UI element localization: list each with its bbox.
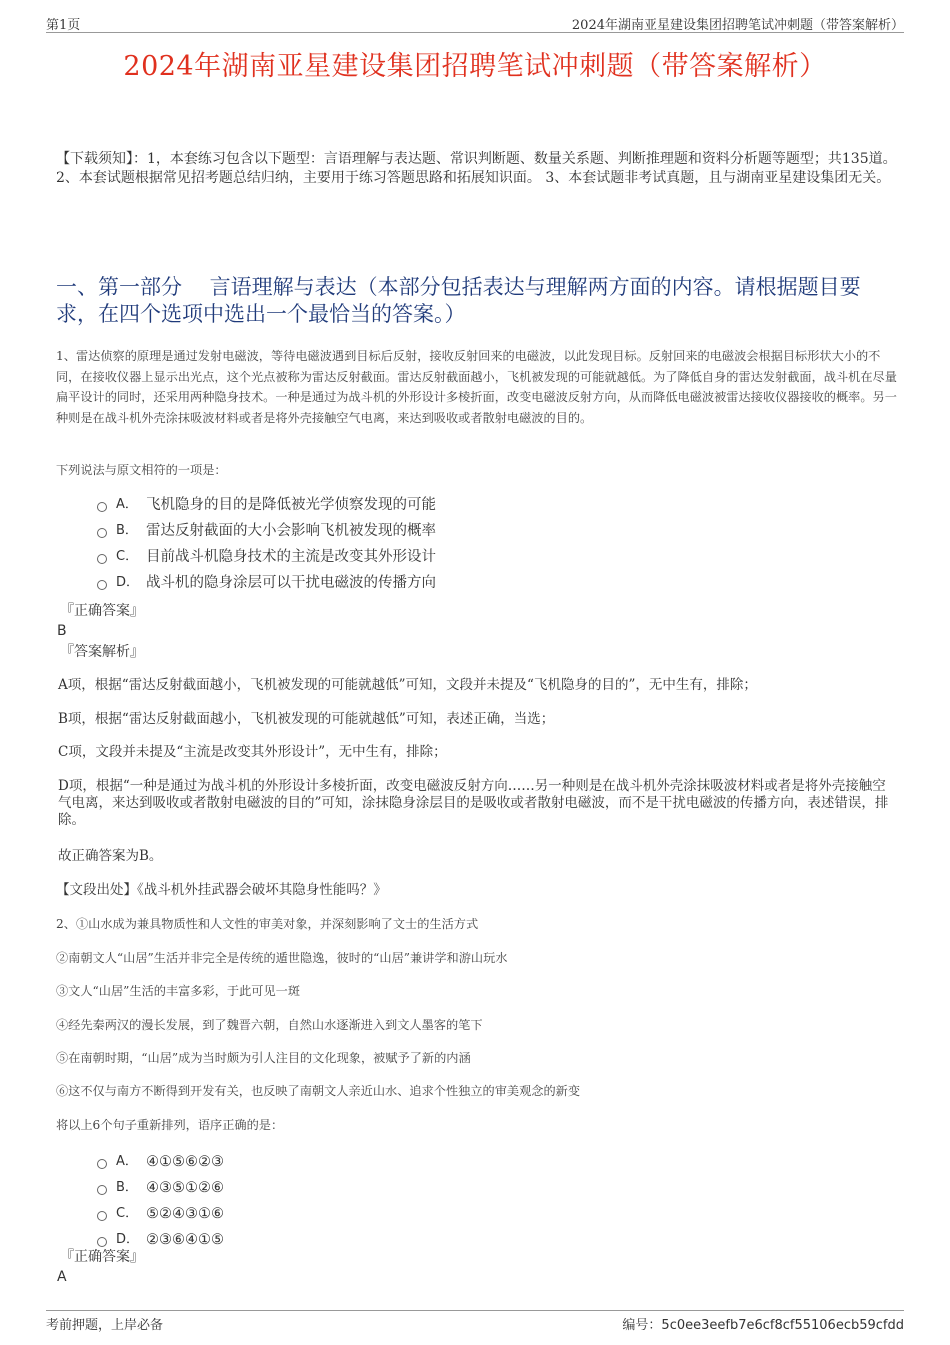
- q1-source: 【文段出处】《战斗机外挂武器会破坏其隐身性能吗？》: [56, 882, 387, 898]
- q1-options: [97, 492, 436, 596]
- radio-icon[interactable]: [97, 554, 107, 564]
- q2-sentence-5: ⑤在南朝时期，“山居”成为当时颇为引人注目的文化现象，被赋予了新的内涵: [56, 1051, 471, 1065]
- q1-analysis-a: A项，根据“雷达反射截面越小，飞机被发现的可能就越低”可知，文段并未提及“飞机隐身的目的”，无中生有，排除；: [58, 677, 757, 693]
- q1-stem: 下列说法与原文相符的一项是：: [56, 463, 227, 477]
- q2-sentence-2: ②南朝文人“山居”生活并非完全是传统的遁世隐逸，彼时的“山居”兼讲学和游山玩水: [56, 951, 508, 965]
- radio-icon[interactable]: [97, 1185, 107, 1195]
- q1-option-a[interactable]: A． 飞机隐身的目的是降低被光学侦察发现的可能: [97, 492, 436, 518]
- q1-option-d[interactable]: D． 战斗机的隐身涂层可以干扰电磁波的传播方向: [97, 570, 436, 596]
- page-title: 2024年湖南亚星建设集团招聘笔试冲刺题（带答案解析）: [123, 51, 827, 82]
- q1-option-b[interactable]: B． 雷达反射截面的大小会影响飞机被发现的概率: [97, 518, 436, 544]
- q1-analysis-d: D项，根据“一种是通过为战斗机的外形设计多棱折面，改变电磁波反射方向……另一种则是在战斗机外壳涂抹吸波材料或者是将外壳接触空气电离，来达到吸收或者散射电磁波的目的”可知，涂抹隐身涂层目的是吸收或者散射电磁波，而不是干扰电磁波的传播方向，表述错误，排除。: [58, 778, 889, 828]
- footer-code: [622, 1314, 904, 1333]
- radio-icon[interactable]: [97, 1159, 107, 1169]
- q2-sentence-3: ③文人“山居”生活的丰富多彩，于此可见一斑: [56, 984, 301, 998]
- q1-answer-label: 『正确答案』: [60, 603, 144, 619]
- download-notice: 【下载须知】：1，本套练习包含以下题型：言语理解与表达题、常识判断题、数量关系题、判断推理题和资料分析题等题型；共135道。 2、本套试题根据常见招考题总结归纳，主要用于练习答题思路和拓展知识面。 3、本套试题非考试真题，且与湖南亚星建设集团无关。: [56, 151, 897, 186]
- q1-analysis-c: C项，文段并未提及“主流是改变其外形设计”，无中生有，排除；: [58, 744, 447, 760]
- q1-analysis-b: B项，根据“雷达反射截面越小，飞机被发现的可能就越低”可知，表述正确，当选；: [58, 711, 555, 727]
- q1-answer: B: [57, 623, 67, 639]
- q2-option-c[interactable]: C． ⑤②④③①⑥: [97, 1201, 224, 1227]
- radio-icon[interactable]: [97, 502, 107, 512]
- radio-icon[interactable]: [97, 1211, 107, 1221]
- q2-stem: 将以上6个句子重新排列，语序正确的是：: [56, 1118, 284, 1132]
- q1-conclusion: 故正确答案为B。: [58, 848, 163, 864]
- q2-sentence-1: 2、①山水成为兼具物质性和人文性的审美对象，并深刻影响了文士的生活方式: [56, 917, 479, 931]
- q2-sentence-4: ④经先秦两汉的漫长发展，到了魏晋六朝，自然山水逐渐进入到文人墨客的笔下: [56, 1018, 483, 1032]
- page-number: 第1页: [46, 18, 81, 33]
- header-doc-title: 2024年湖南亚星建设集团招聘笔试冲刺题（带答案解析）: [571, 18, 904, 33]
- q2-answer: A: [57, 1269, 67, 1285]
- q2-option-b[interactable]: B． ④③⑤①②⑥: [97, 1175, 224, 1201]
- footer-code-value: 5c0ee3eefb7e6cf8cf55106ecb59cfdd: [661, 1318, 904, 1333]
- section-heading: 一、第一部分 言语理解与表达（本部分包括表达与理解两方面的内容。请根据题目要求，在四个选项中选出一个最恰当的答案。）: [56, 275, 861, 326]
- radio-icon[interactable]: [97, 528, 107, 538]
- radio-icon[interactable]: [97, 1237, 107, 1247]
- q2-answer-label: 『正确答案』: [60, 1249, 144, 1265]
- q2-sentence-6: ⑥这不仅与南方不断得到开发有关，也反映了南朝文人亲近山水、追求个性独立的审美观念的新变: [56, 1084, 581, 1098]
- header-divider: [46, 32, 904, 33]
- q2-options: [97, 1149, 224, 1253]
- footer-code-label: 编号：: [622, 1318, 662, 1333]
- q1-option-c[interactable]: C． 目前战斗机隐身技术的主流是改变其外形设计: [97, 544, 436, 570]
- q1-passage: 1、雷达侦察的原理是通过发射电磁波，等待电磁波遇到目标后反射，接收反射回来的电磁波，以此发现目标。反射回来的电磁波会根据目标形状大小的不同，在接收仪器上显示出光点，这个光点被称为雷达反射截面。雷达反射截面越小，飞机被发现的可能就越低。为了降低自身的雷达发射截面，战斗机在尽量扁平设计的同时，还采用两种隐身技术。一种是通过为战斗机的外形设计多棱折面，改变电磁波反射方向，从而降低电磁波被雷达接收仪器接收的概率。另一种则是在战斗机外壳涂抹吸波材料或者是将外壳接触空气电离，来达到吸收或者散射电磁波的目的。: [56, 349, 897, 425]
- radio-icon[interactable]: [97, 580, 107, 590]
- footer-slogan: 考前押题，上岸必备: [46, 1318, 164, 1333]
- q1-analysis-label: 『答案解析』: [60, 644, 144, 660]
- q2-option-d[interactable]: D． ②③⑥④①⑤: [97, 1227, 224, 1253]
- footer-divider: [46, 1310, 904, 1311]
- q2-option-a[interactable]: A． ④①⑤⑥②③: [97, 1149, 224, 1175]
